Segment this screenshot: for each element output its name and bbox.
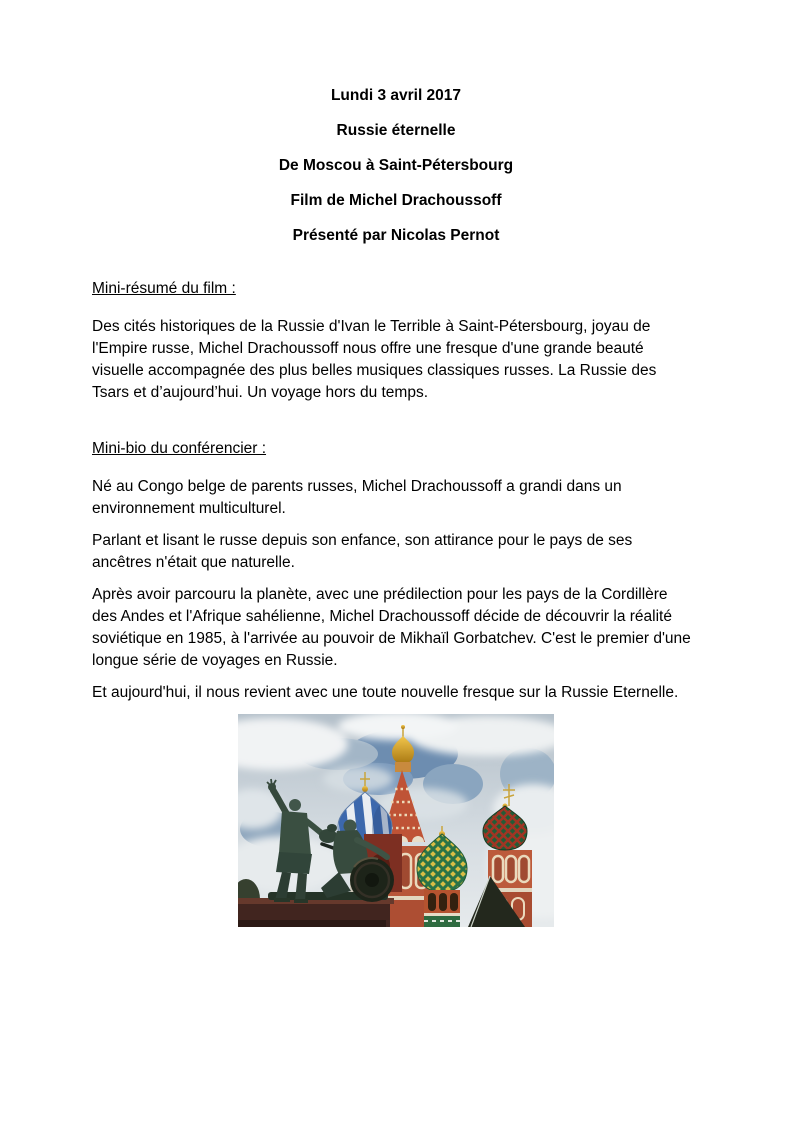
pedestal (238, 898, 394, 927)
bio-paragraph-1: Né au Congo belge de parents russes, Michel Drachoussoff a grandi dans un environnement multiculturel. (92, 478, 622, 517)
red-square-photo (238, 714, 554, 927)
red-square-photo-illustration (238, 714, 554, 927)
title-date: Lundi 3 avril 2017 (330, 87, 462, 104)
shield (350, 858, 394, 902)
title-subtitle: De Moscou à Saint-Pétersbourg (278, 157, 514, 174)
title-film-name: Russie éternelle (336, 122, 456, 139)
bio-paragraph-3: Après avoir parcouru la planète, avec une prédilection pour les pays de la Cordillère des Andes et l'Afrique sahélienne, Michel Drachoussoff décide de découvrir la réalité soviétique en 1985, à l'arrivée au pouvoir de Mikhaïl Gorbatchev. C'est le premier d'une longue série de voyages en Russie. (92, 586, 691, 669)
title-director: Film de Michel Drachoussoff (290, 192, 502, 209)
title-block (0, 0, 792, 244)
document-body (92, 281, 692, 704)
section-heading-film-summary: Mini-résumé du film : (92, 280, 236, 297)
title-presenter: Présenté par Nicolas Pernot (292, 227, 500, 244)
section-heading-speaker-bio: Mini-bio du conférencier : (92, 440, 267, 457)
bio-paragraph-2: Parlant et lisant le russe depuis son enfance, son attirance pour le pays de ses ancêtres n'était que naturelle. (92, 532, 633, 571)
film-summary-paragraph: Des cités historiques de la Russie d'Ivan le Terrible à Saint-Pétersbourg, joyau de l'Empire russe, Michel Drachoussoff nous offre une fresque d'une grande beauté visuelle accompagnée des plus belles musiques classiques russes. La Russie des Tsars et d’aujourd’hui. Un voyage hors du temps. (92, 318, 657, 401)
bio-paragraph-4: Et aujourd'hui, il nous revient avec une toute nouvelle fresque sur la Russie Eternelle. (92, 684, 679, 701)
